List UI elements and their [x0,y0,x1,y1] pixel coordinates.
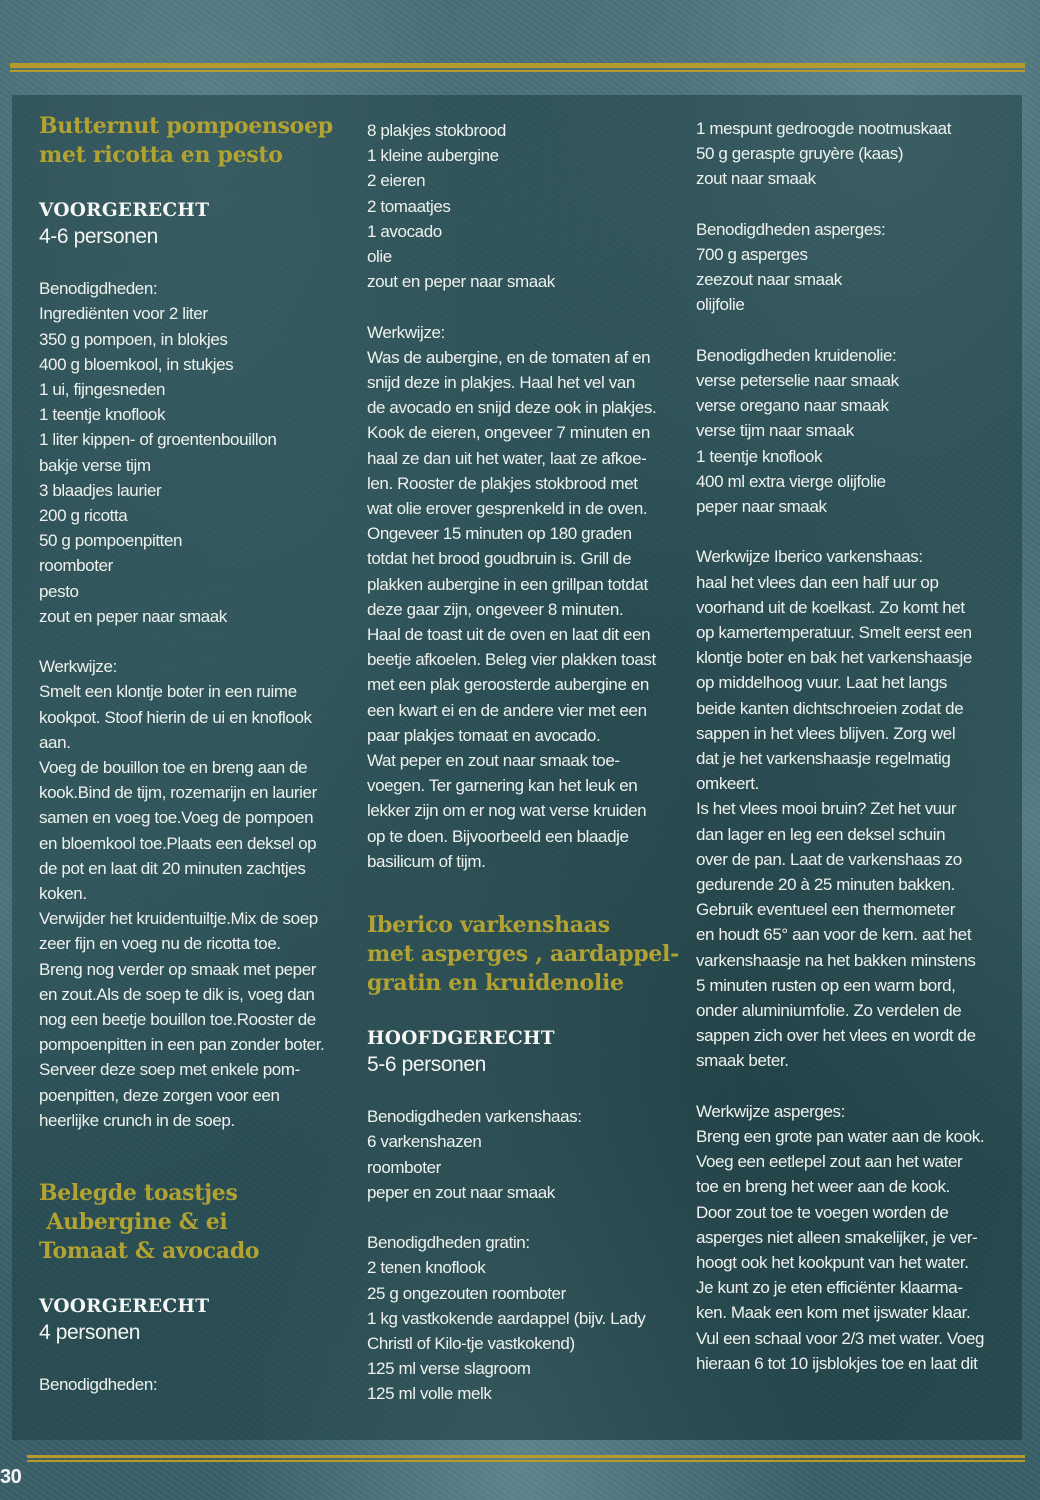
method-line: Voeg een eetlepel zout aan het water [696,1152,963,1172]
method-line: de avocado en snijd deze ook in plakjes. [367,398,657,418]
recipe-title-line: Aubergine & ei [39,1209,228,1236]
recipe-title-line: Butternut pompoensoep [39,113,333,139]
method-line: snijd deze in plakjes. Haal het vel van [367,373,635,393]
method-line: een kwart ei en de andere vier met een [367,700,647,720]
ingredients-heading: Benodigdheden: [39,279,158,299]
column-middle [367,118,687,1407]
method-text [696,570,1016,1074]
method-line: nog een beetje bouillon toe.Rooster de [39,1010,316,1030]
recipe-title [39,112,359,170]
method-line: smaak beter. [696,1051,789,1071]
ingredient-list [39,301,359,629]
method-line: Je kunt zo je eten efficiënter klaarma- [696,1278,963,1298]
method-line: Vul een schaal voor 2/3 met water. Voeg [696,1328,985,1348]
method-line: beetje afkoelen. Beleg vier plakken toast [367,650,656,670]
method-heading: Werkwijze Iberico varkenshaas: [696,547,923,567]
method-line: Smelt een klontje boter in een ruime [39,682,297,702]
recipe-iberico-varkenshaas-continued [696,116,1016,1376]
method-line: met een plak geroosterde aubergine en [367,675,649,695]
method-line: kook.Bind de tijm, rozemarijn en laurier [39,783,317,803]
method-line: Voeg de bouillon toe en breng aan de [39,758,308,778]
method-line: Was de aubergine, en de tomaten af en [367,347,651,367]
method-line: hieraan 6 tot 10 ijsblokjes toe en laat dit [696,1353,978,1373]
method-line: pompoenpitten in een pan zonder boter. [39,1035,325,1055]
servings-label: 4-6 personen [39,225,158,248]
method-line: plakken aubergine in een grillpan totdat [367,574,648,594]
ingredient-item: 1 kleine aubergine [367,146,499,166]
method-line: hoogt ook het kookpunt van het water. [696,1253,969,1273]
ingredient-item: peper en zout naar smaak [367,1182,555,1202]
ingredient-item: zout en peper naar smaak [367,272,555,292]
method-line: klontje boter en bak het varkenshaasje [696,648,972,668]
ingredient-item: Ingrediënten voor 2 liter [39,304,208,324]
ingredient-item: 350 g pompoen, in blokjes [39,329,228,349]
method-line: beide kanten dichtschroeien zodat de [696,698,964,718]
ingredient-item: 3 blaadjes laurier [39,480,162,500]
ingredient-item: 200 g ricotta [39,506,128,526]
ingredients-heading: Benodigdheden gratin: [367,1233,530,1253]
column-left [39,112,359,1397]
method-line: voegen. Ter garnering kan het leuk en [367,776,638,796]
ingredient-item: 1 teentje knoflook [39,405,166,425]
recipe-title [39,1179,359,1266]
ingredient-item: zout naar smaak [696,169,816,189]
method-heading: Werkwijze asperges: [696,1101,845,1121]
ingredients-heading: Benodigdheden asperges: [696,219,886,239]
course-label: VOORGERECHT [39,1296,210,1318]
ingredient-list [696,242,1016,318]
recipe-title-line: met asperges , aardappel- [367,941,679,968]
method-line: wat olie erover gesprenkeld in de oven. [367,499,648,519]
ingredient-item: 125 ml verse slagroom [367,1359,531,1379]
recipe-title-line: gratin en kruidenolie [367,970,624,997]
method-heading: Werkwijze: [367,322,445,342]
servings-label: 4 personen [39,1321,141,1345]
ingredient-item: verse tijm naar smaak [696,421,854,441]
course-label: VOORGERECHT [39,200,210,221]
method-line: haal het vlees dan een half uur op [696,572,939,592]
method-line: Gebruik eventueel een thermometer [696,900,955,920]
ingredient-item: 1 avocado [367,221,442,241]
ingredient-item: Christl of Kilo-tje vastkokend) [367,1334,575,1354]
ingredient-item: 50 g geraspte gruyère (kaas) [696,144,904,164]
method-line: op te doen. Bijvoorbeeld een blaadje [367,826,629,846]
ingredient-item: 1 kg vastkokende aardappel (bijv. Lady [367,1308,646,1328]
method-line: voorhand uit de koelkast. Zo komt het [696,597,965,617]
method-line: varkenshaasje na het bakken minstens [696,950,976,970]
ingredient-item: pesto [39,581,79,601]
method-line: Breng nog verder op smaak met peper [39,959,317,979]
ingredient-list [367,1129,687,1205]
method-text [39,679,359,1133]
method-heading: Werkwijze: [39,657,117,677]
page-number: 30 [0,1466,22,1488]
recipe-butternut-soup [39,112,359,1133]
method-line: onder aluminiumfolie. Zo verdelen de [696,1001,962,1021]
method-line: poenpitten, deze zorgen voor een [39,1085,280,1105]
method-line: Kook de eieren, ongeveer 7 minuten en [367,423,650,443]
ingredient-item: zeezout naar smaak [696,270,842,290]
ingredient-item: 400 g bloemkool, in stukjes [39,354,234,374]
method-line: sappen zich over het vlees en wordt de [696,1026,976,1046]
method-line: Serveer deze soep met enkele pom- [39,1060,300,1080]
method-line: ken. Maak een kom met ijswater klaar. [696,1303,971,1323]
ingredient-item: 400 ml extra vierge olijfolie [696,471,886,491]
ingredient-item: 1 teentje knoflook [696,446,823,466]
method-line: omkeert. [696,774,759,794]
recipe-title-line: Belegde toastjes [39,1180,238,1207]
method-line: gedurende 20 à 25 minuten bakken. [696,875,956,895]
method-line: kookpot. Stoof hierin de ui en knoflook [39,707,312,727]
method-line: 5 minuten rusten op een warm bord, [696,975,956,995]
ingredient-item: zout en peper naar smaak [39,606,227,626]
recipe-iberico-varkenshaas [367,911,687,1407]
ingredient-item: 6 varkenshazen [367,1132,482,1152]
recipe-title-line: Iberico varkenshaas [367,912,610,939]
method-line: toe en breng het weer aan de kook. [696,1177,950,1197]
method-line: Verwijder het kruidentuiltje.Mix de soep [39,909,318,929]
servings-label: 5-6 personen [367,1053,486,1077]
method-line: op kamertemperatuur. Smelt eerst een [696,623,972,643]
ingredient-item: roomboter [39,556,113,576]
top-rule-thin-line [10,70,1025,72]
ingredient-item: verse peterselie naar smaak [696,371,899,390]
method-line: len. Rooster de plakjes stokbrood met [367,473,638,493]
method-line: en houdt 65° aan voor de kern. aat het [696,925,972,945]
method-line: asperges niet alleen smakelijker, je ver- [696,1227,978,1247]
ingredient-list [367,1255,687,1406]
ingredient-item: 1 liter kippen- of groentenbouillon [39,430,277,450]
ingredients-heading: Benodigdheden varkenshaas: [367,1107,582,1127]
ingredients-heading: Benodigdheden: [39,1375,158,1395]
bottom-rule-thin-line [27,1460,1025,1462]
method-line: lekker zijn om er nog wat verse kruiden [367,801,647,821]
ingredient-item: 2 tomaatjes [367,196,451,216]
ingredient-item: 700 g asperges [696,245,808,264]
method-line: paar plakjes tomaat en avocado. [367,725,601,745]
method-line: aan. [39,732,71,752]
ingredient-item: olie [367,247,392,267]
method-line: op middelhoog vuur. Laat het langs [696,673,948,693]
method-line: haal ze dan uit het water, laat ze afkoe- [367,448,647,468]
method-line: koken. [39,884,87,904]
ingredient-item: 50 g pompoenpitten [39,531,183,551]
ingredient-list [367,118,687,294]
ingredient-item: 1 ui, fijngesneden [39,380,166,399]
course-label: HOOFDGERECHT [367,1028,555,1050]
ingredient-item: roomboter [367,1157,441,1177]
method-line: de pot en laat dit 20 minuten zachtjes [39,858,306,878]
method-line: Wat peper en zout naar smaak toe- [367,751,620,771]
method-line: Door zout toe te voegen worden de [696,1202,949,1222]
recipe-title-line: Tomaat & avocado [39,1238,260,1265]
method-line: Ongeveer 15 minuten op 180 graden [367,524,632,544]
ingredient-item: bakje verse tijm [39,455,151,475]
ingredient-item: 125 ml volle melk [367,1384,492,1404]
method-line: en zout.Als de soep te dik is, voeg dan [39,984,315,1004]
ingredient-item: 1 mespunt gedroogde nootmuskaat [696,119,952,138]
method-line: dan lager en leg een deksel schuin [696,824,946,844]
ingredient-list [696,368,1016,519]
method-line: en bloemkool toe.Plaats een deksel op [39,833,317,853]
method-line: zeer fijn en voeg nu de ricotta toe. [39,934,281,954]
ingredient-item: 2 eieren [367,171,426,191]
ingredient-list [696,116,1016,192]
ingredient-item: 8 plakjes stokbrood [367,121,506,140]
ingredient-item: verse oregano naar smaak [696,396,889,416]
method-line: Is het vlees mooi bruin? Zet het vuur [696,799,957,819]
ingredient-item: olijfolie [696,295,745,315]
method-line: dat je het varkenshaasje regelmatig [696,749,951,769]
recipe-belegde-toastjes-continued [367,118,687,874]
method-line: over de pan. Laat de varkenshaas zo [696,849,962,869]
method-line: deze gaar zijn, ongeveer 8 minuten. [367,599,624,619]
method-line: basilicum of tijm. [367,851,486,871]
recipe-title-line: met ricotta en pesto [39,142,283,168]
method-line: totdat het brood goudbruin is. Grill de [367,549,632,569]
ingredients-heading: Benodigdheden kruidenolie: [696,345,897,365]
method-line: Haal de toast uit de oven en laat dit een [367,625,651,645]
recipe-title [367,911,687,998]
method-text [367,345,687,874]
method-text [696,1124,1016,1376]
method-line: samen en voeg toe.Voeg de pompoen [39,808,314,828]
method-line: sappen in het vlees blijven. Zorg wel [696,723,956,743]
ingredient-item: 2 tenen knoflook [367,1258,486,1278]
recipe-belegde-toastjes [39,1179,359,1397]
method-line: Breng een grote pan water aan de kook. [696,1127,985,1147]
method-line: heerlijke crunch in de soep. [39,1110,235,1130]
column-right [696,116,1016,1376]
ingredient-item: 25 g ongezouten roomboter [367,1283,566,1303]
ingredient-item: peper naar smaak [696,497,827,517]
